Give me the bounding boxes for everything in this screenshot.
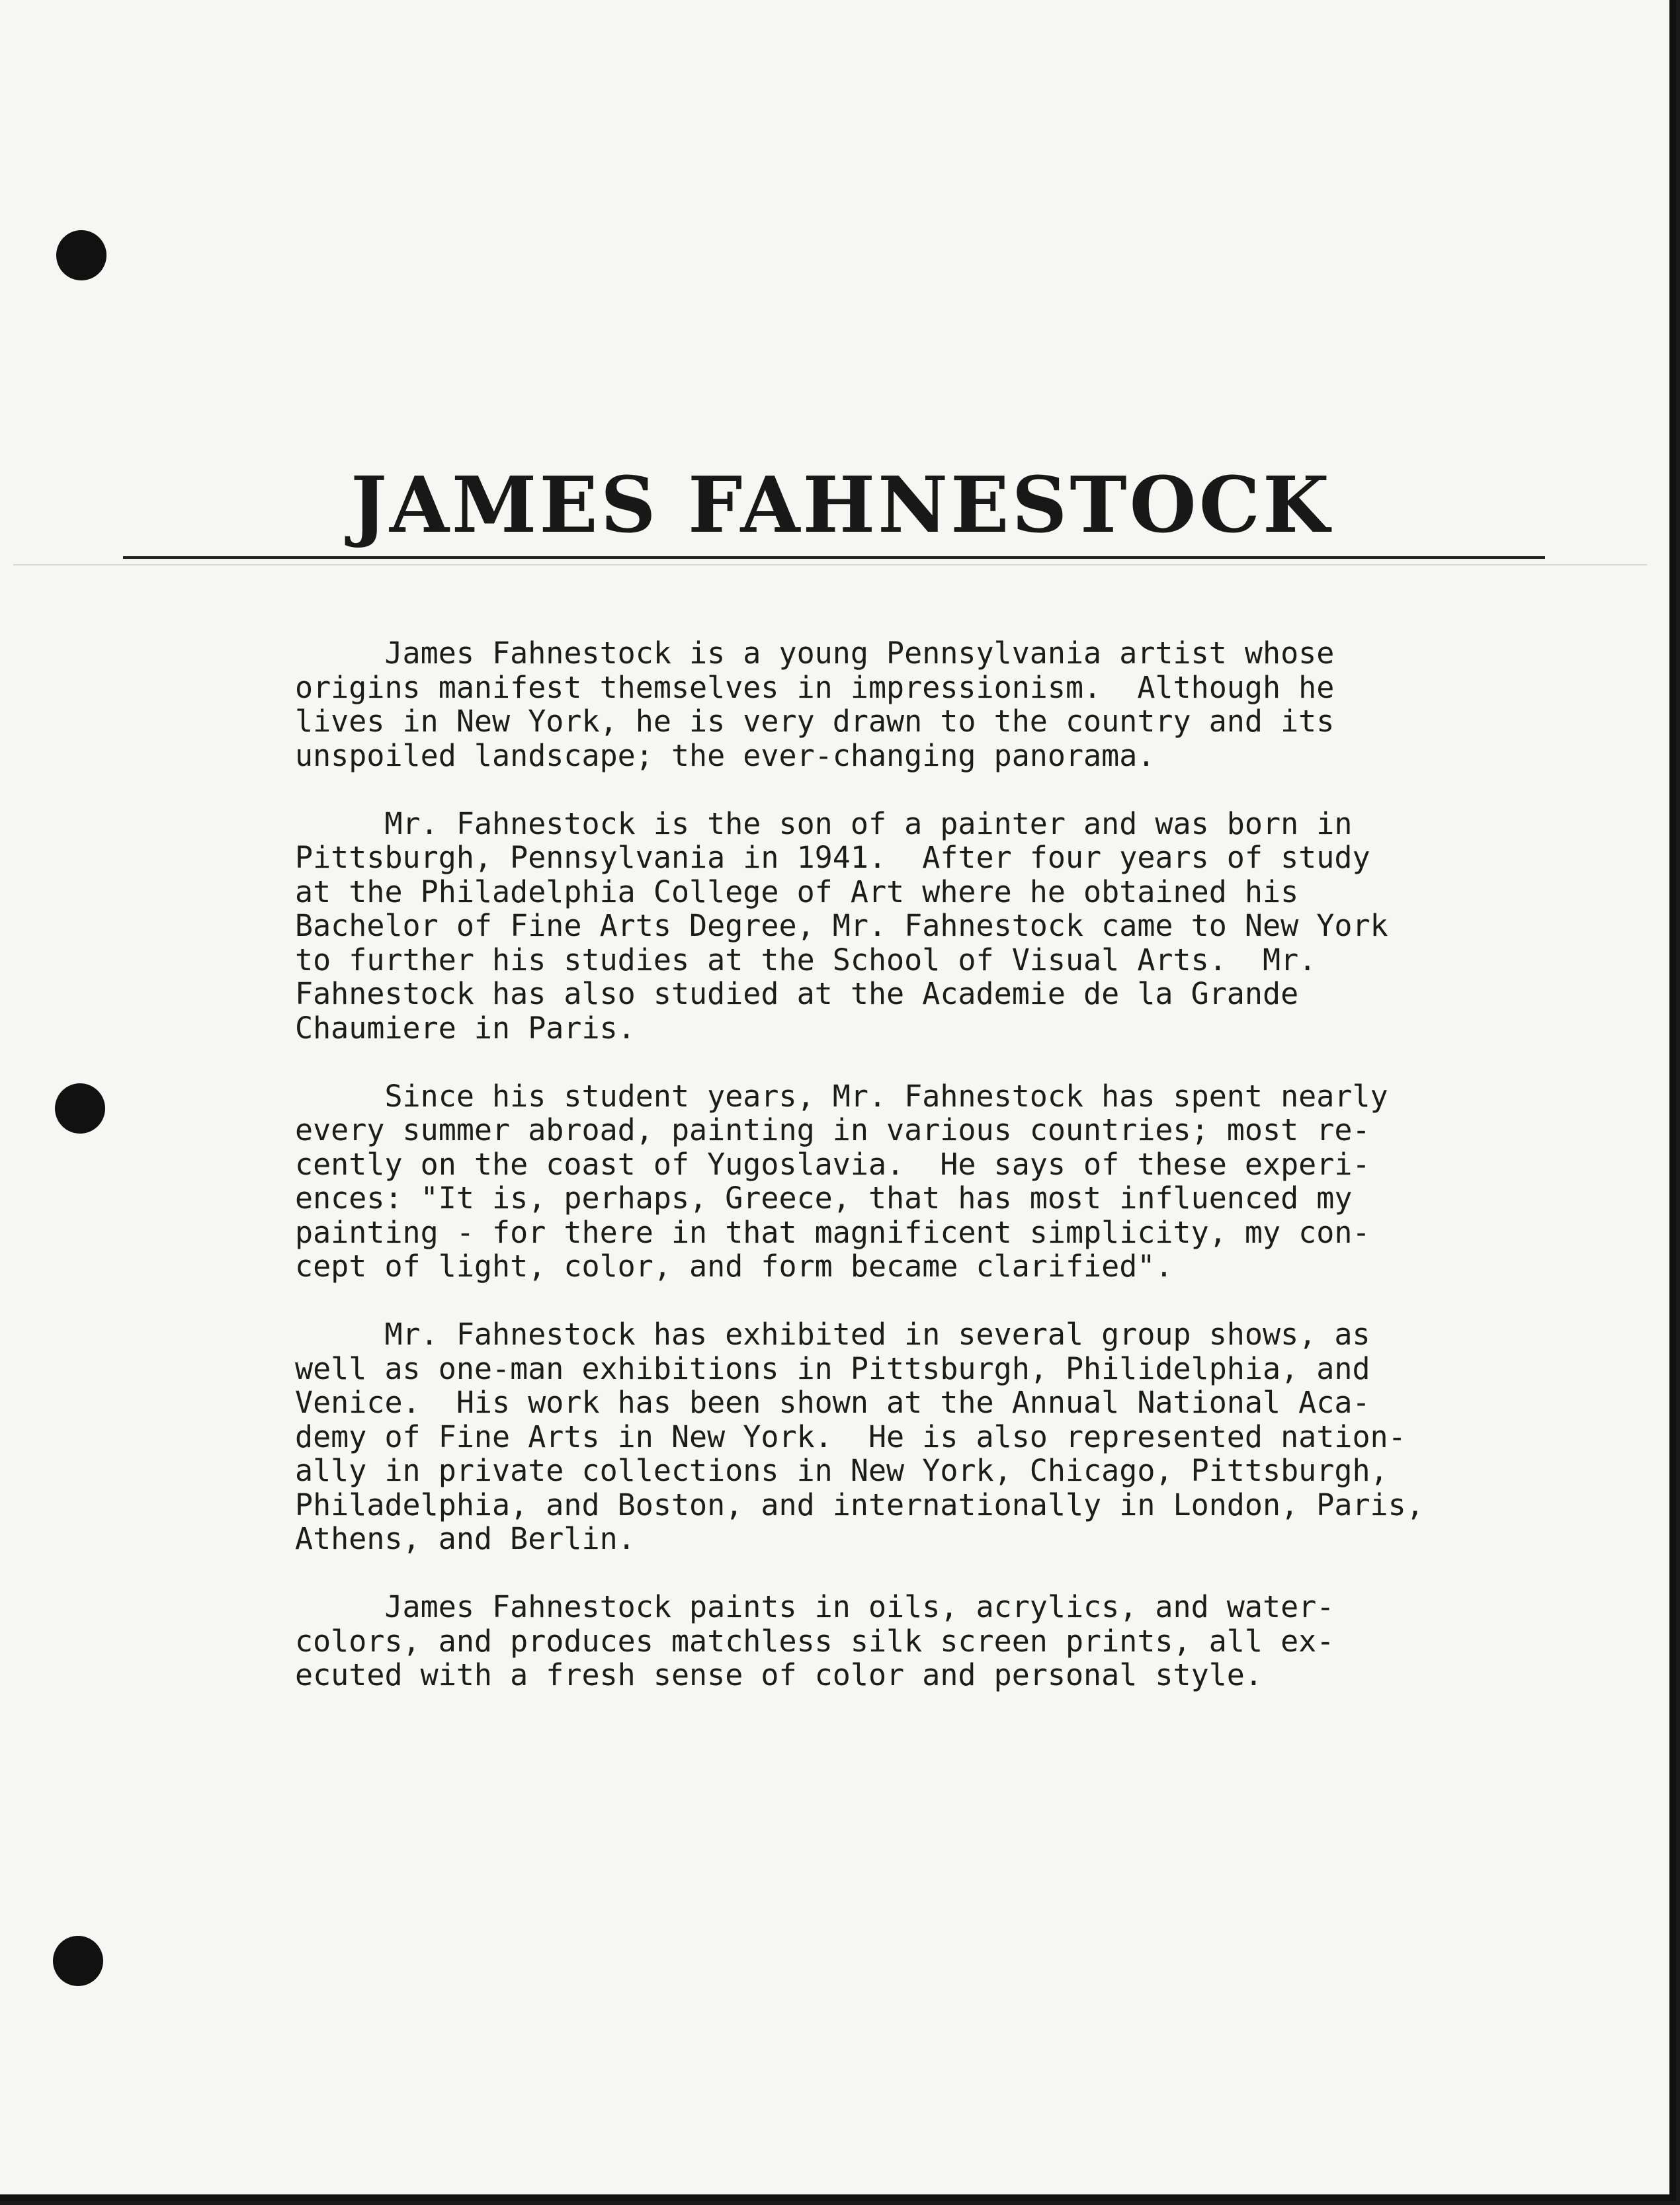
punch-hole-top	[56, 230, 106, 280]
page-title: JAMES FAHNESTOCK	[351, 460, 1332, 550]
paragraph-3	[295, 1079, 1565, 1284]
paste-up-edge	[13, 564, 1647, 565]
text-line: painting - for there in that magnificent simplicity, my con-	[295, 1214, 1370, 1250]
text-line: cept of light, color, and form became clarified".	[295, 1249, 1173, 1284]
text-line: cently on the coast of Yugoslavia. He says of these experi-	[295, 1146, 1370, 1182]
text-line: Pittsburgh, Pennsylvania in 1941. After four years of study	[295, 840, 1370, 875]
text-line: unspoiled landscape; the ever-changing panorama.	[295, 737, 1155, 773]
text-line: Athens, and Berlin.	[295, 1521, 636, 1556]
punch-hole-bottom	[53, 1936, 103, 1986]
text-line: James Fahnestock paints in oils, acrylics, and water-	[295, 1589, 1335, 1624]
text-line: well as one-man exhibitions in Pittsburgh, Philidelphia, and	[295, 1351, 1370, 1386]
text-line: ally in private collections in New York, Chicago, Pittsburgh,	[295, 1453, 1388, 1488]
paragraph-2	[295, 807, 1565, 1046]
paragraph-5	[295, 1590, 1565, 1692]
biography-text	[295, 636, 1565, 1726]
text-line: Venice. His work has been shown at the Annual National Aca-	[295, 1385, 1370, 1420]
text-line: to further his studies at the School of Visual Arts. Mr.	[295, 942, 1317, 978]
paragraph-4	[295, 1317, 1565, 1556]
text-line: origins manifest themselves in impressionism. Although he	[295, 669, 1335, 705]
text-line: Philadelphia, and Boston, and internationally in London, Paris,	[295, 1487, 1424, 1522]
text-line: Fahnestock has also studied at the Academie de la Grande	[295, 976, 1299, 1011]
text-line: James Fahnestock is a young Pennsylvania artist whose	[295, 636, 1335, 671]
punch-hole-middle	[55, 1083, 105, 1134]
text-line: colors, and produces matchless silk screen prints, all ex-	[295, 1623, 1335, 1659]
paragraph-1	[295, 636, 1565, 772]
text-line: ecuted with a fresh sense of color and personal style.	[295, 1657, 1263, 1692]
text-line: Chaumiere in Paris.	[295, 1010, 636, 1046]
text-line: Bachelor of Fine Arts Degree, Mr. Fahnestock came to New York	[295, 908, 1388, 943]
text-line: at the Philadelphia College of Art where he obtained his	[295, 874, 1299, 909]
text-line: Mr. Fahnestock has exhibited in several group shows, as	[295, 1317, 1370, 1352]
title-underline	[123, 556, 1545, 559]
text-line: ences: "It is, perhaps, Greece, that has most influenced my	[295, 1181, 1353, 1216]
text-line: every summer abroad, painting in various countries; most re-	[295, 1112, 1370, 1147]
text-line: Mr. Fahnestock is the son of a painter and was born in	[295, 806, 1353, 841]
text-line: Since his student years, Mr. Fahnestock has spent nearly	[295, 1078, 1388, 1114]
text-line: demy of Fine Arts in New York. He is also represented nation-	[295, 1419, 1406, 1454]
text-line: lives in New York, he is very drawn to the country and its	[295, 704, 1335, 739]
